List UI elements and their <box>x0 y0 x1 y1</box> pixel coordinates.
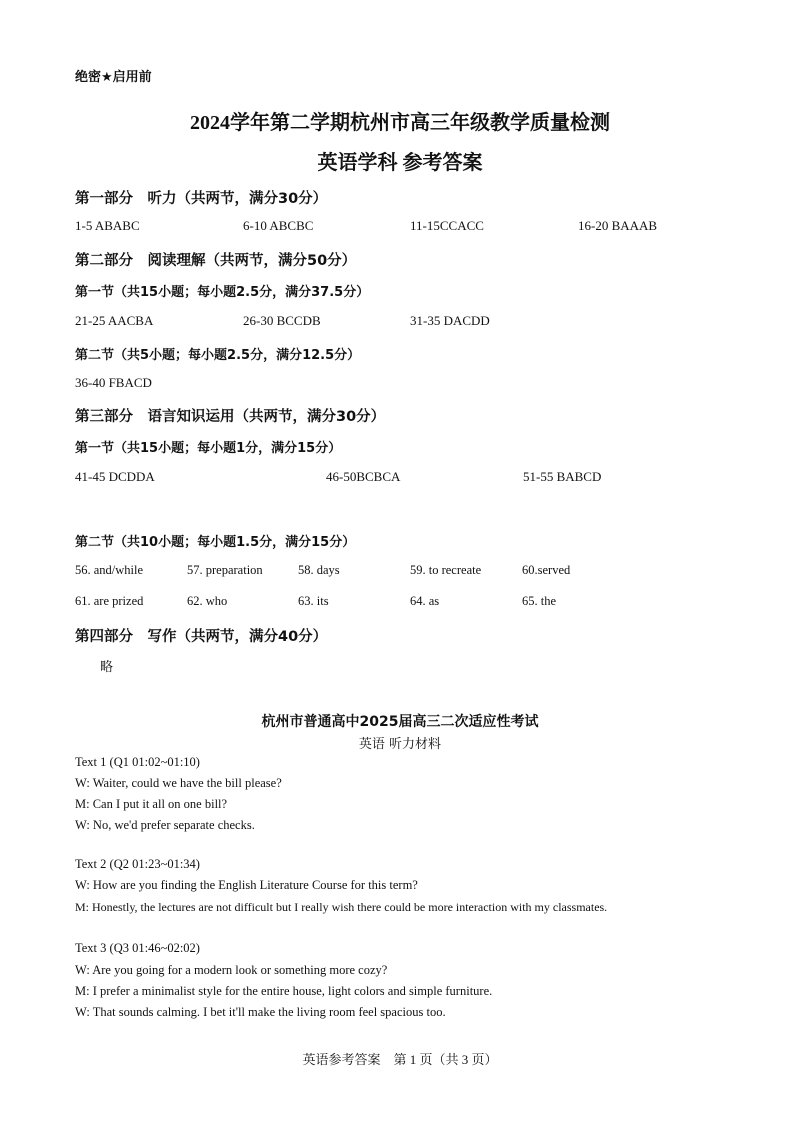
part2-section2-heading: 第二节（共5小题；每小题2.5分，满分12.5分） <box>75 348 361 363</box>
dialogue-line: W: Are you going for a modern look or something more cozy? <box>75 963 388 977</box>
dialogue-line: M: Honestly, the lectures are not difficult but I really wish there could be more interaction with my classmates. <box>75 900 608 914</box>
part1-answer: 1-5 ABABC <box>75 218 140 233</box>
text-label: Text 1 (Q1 01:02~01:10) <box>75 755 200 769</box>
page-title: 2024学年第二学期杭州市高三年级教学质量检测 <box>190 112 610 134</box>
transcript-title: 杭州市普通高中2025届高三二次适应性考试 <box>261 714 539 730</box>
fill-answer: 65. the <box>522 594 557 608</box>
fill-answer: 56. and/while <box>75 563 144 577</box>
part3-section1-heading: 第一节（共15小题；每小题1分，满分15分） <box>75 441 342 456</box>
part3-section2-heading: 第二节（共10小题；每小题1.5分，满分15分） <box>75 535 356 550</box>
fill-answer: 64. as <box>410 594 440 608</box>
dialogue-line: W: That sounds calming. I bet it'll make the living room feel spacious too. <box>75 1005 446 1019</box>
dialogue-line: W: Waiter, could we have the bill please? <box>75 776 282 790</box>
fill-answer: 57. preparation <box>187 563 263 577</box>
part2-heading: 第二部分 阅读理解（共两节，满分50分） <box>75 253 357 269</box>
part2-section1-answer: 31-35 DACDD <box>410 313 490 328</box>
part2-section2-answer: 36-40 FBACD <box>75 375 152 390</box>
dialogue-line: W: How are you finding the English Literature Course for this term? <box>75 878 418 892</box>
part3-section1-answer: 41-45 DCDDA <box>75 469 155 484</box>
fill-answer: 63. its <box>298 594 329 608</box>
fill-answer: 62. who <box>187 594 228 608</box>
fill-answer: 61. are prized <box>75 594 144 608</box>
part1-answer: 11-15CCACC <box>410 218 484 233</box>
fill-answer: 58. days <box>298 563 340 577</box>
part3-section1-answer: 46-50BCBCA <box>326 469 401 484</box>
fill-answer: 59. to recreate <box>410 563 482 577</box>
part3-section1-answer: 51-55 BABCD <box>523 469 602 484</box>
part3-heading: 第三部分 语言知识运用（共两节，满分30分） <box>75 409 386 425</box>
dialogue-line: M: I prefer a minimalist style for the entire house, light colors and simple furniture. <box>75 984 493 998</box>
part1-heading: 第一部分 听力（共两节，满分30分） <box>75 191 328 207</box>
part2-section1-answer: 21-25 AACBA <box>75 313 154 328</box>
part4-heading: 第四部分 写作（共两节，满分40分） <box>75 629 328 645</box>
dialogue-line: M: Can I put it all on one bill? <box>75 797 228 811</box>
text-label: Text 2 (Q2 01:23~01:34) <box>75 857 200 871</box>
part1-answer: 16-20 BAAAB <box>578 218 658 233</box>
text-label: Text 3 (Q3 01:46~02:02) <box>75 941 200 955</box>
page-footer: 英语参考答案 第 1 页（共 3 页） <box>302 1052 498 1067</box>
confidential-label: 绝密★启用前 <box>75 70 152 85</box>
part1-answer: 6-10 ABCBC <box>243 218 314 233</box>
dialogue-line: W: No, we'd prefer separate checks. <box>75 818 255 832</box>
fill-answer: 60.served <box>522 563 571 577</box>
part4-note: 略 <box>100 660 114 675</box>
page-subtitle: 英语学科 参考答案 <box>317 152 483 174</box>
part2-section1-answer: 26-30 BCCDB <box>243 313 321 328</box>
transcript-subtitle: 英语 听力材料 <box>358 737 442 752</box>
part2-section1-heading: 第一节（共15小题；每小题2.5分，满分37.5分） <box>75 285 370 300</box>
